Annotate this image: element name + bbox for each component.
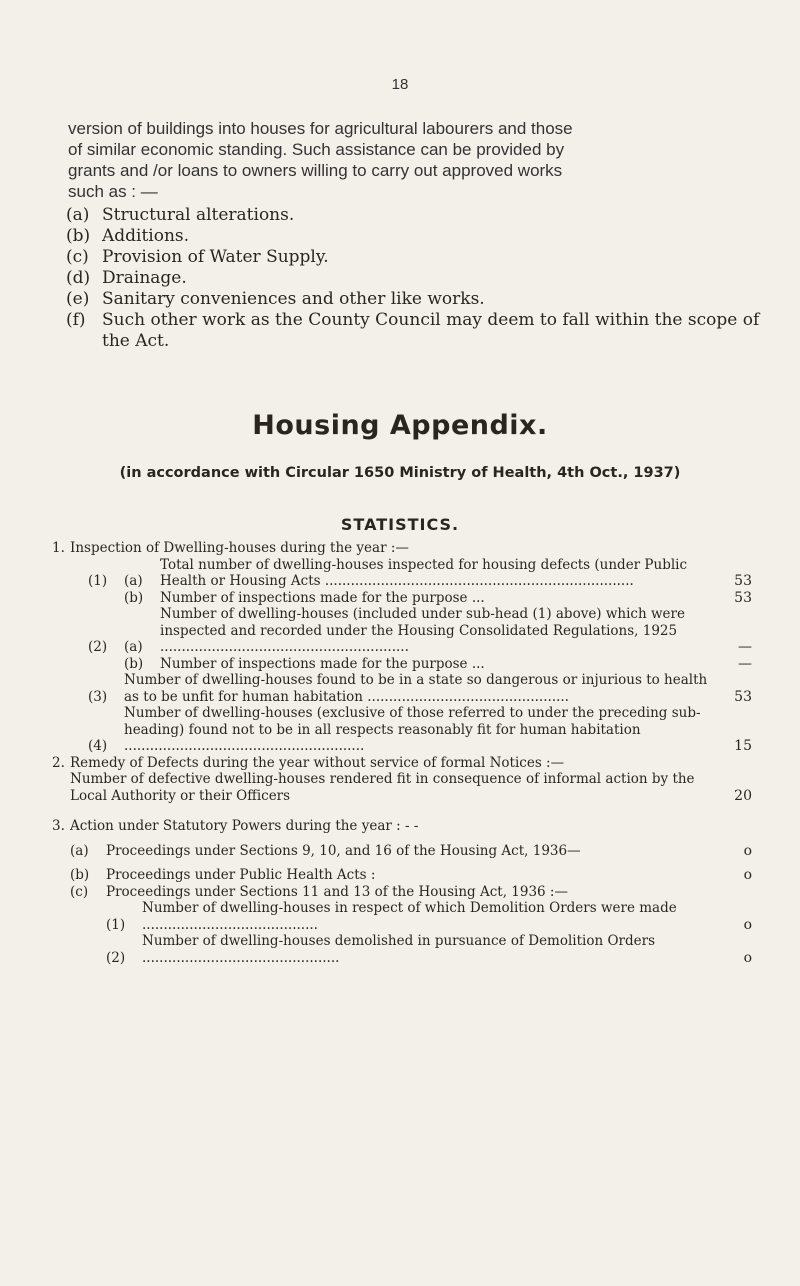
works-item-text: Drainage. [102, 268, 187, 288]
stat-value: — [738, 655, 752, 672]
works-item [66, 289, 766, 310]
stat-text: Total number of dwelling-houses inspected for housing defects (under Public Health or Housing Acts ........................................................................ [160, 556, 688, 589]
works-item [66, 226, 766, 247]
section-number: 1. [52, 540, 65, 556]
stat-value: o [743, 842, 752, 859]
stat-row [52, 672, 752, 705]
stat-row [52, 590, 752, 607]
intro-line: grants and /or loans to owners willing to carry out approved works [68, 161, 563, 180]
intro-line: of similar economic standing. Such assistance can be provided by [68, 140, 565, 159]
item-letter: (b) [70, 867, 90, 883]
stat-value: 53 [734, 573, 752, 589]
stat-row [52, 656, 752, 673]
works-item-text: Provision of Water Supply. [102, 247, 329, 267]
works-item-text: Sanitary conveniences and other like works. [102, 289, 485, 309]
item-number: (2) [88, 639, 108, 655]
stat-value: 53 [734, 688, 752, 705]
stat-text: Proceedings under Sections 11 and 13 of the Housing Act, 1936 :— [106, 883, 568, 900]
statistics-section [52, 540, 752, 966]
stat-value: o [743, 949, 752, 966]
item-letter: (a) [70, 842, 89, 859]
stat-value: o [743, 867, 752, 883]
section-number: 2. [52, 754, 65, 771]
stat-text: Number of dwelling-houses demolished in pursuance of Demolition Orders .............................................. [142, 933, 656, 966]
section-title: Action under Statutory Powers during the year : - - [70, 818, 419, 834]
works-item [66, 247, 766, 268]
item-letter: (c) [70, 883, 89, 900]
item-number: (4) [88, 738, 108, 754]
item-number: (1) [88, 573, 108, 589]
statistics-title: STATISTICS. [340, 515, 460, 534]
works-item-label: (b) [66, 226, 91, 246]
works-item [66, 205, 766, 226]
works-item-label: (f) [66, 310, 86, 330]
stat-text: Number of defective dwelling-houses rendered fit in consequence of informal action by the Local Authority or their Officers [70, 771, 695, 804]
stat-text: Number of dwelling-houses (exclusive of those referred to under the preceding sub-heading) found not to be in all respects reasonably fit for human habitation ........................................................ [124, 705, 701, 754]
appendix-heading: Housing Appendix. [252, 410, 548, 441]
intro-paragraph [68, 118, 758, 202]
works-item-label: (e) [66, 289, 90, 309]
stat-value: 15 [734, 738, 752, 754]
section-1-title [52, 540, 752, 557]
stat-row [52, 771, 752, 804]
item-letter: (b) [124, 589, 144, 606]
stat-text: Number of dwelling-houses found to be in a state so dangerous or injurious to health as to be unfit for human habitation ............................................... [124, 672, 708, 705]
item-letter: (a) [124, 639, 143, 655]
stat-text: Proceedings under Public Health Acts : [106, 867, 376, 883]
works-item-text: Structural alterations. [102, 205, 295, 225]
works-list [66, 205, 766, 352]
stat-text: Number of inspections made for the purpose ... [160, 655, 485, 672]
stat-value: 20 [734, 787, 752, 804]
section-number: 3. [52, 818, 65, 834]
section-2-title [52, 755, 752, 772]
stat-row [52, 557, 752, 590]
works-item [66, 310, 766, 352]
stat-text: Proceedings under Sections 9, 10, and 16 of the Housing Act, 1936— [106, 842, 581, 859]
section-title: Remedy of Defects during the year without service of formal Notices :— [70, 754, 565, 771]
stat-row [52, 900, 752, 933]
stat-row [52, 705, 752, 755]
intro-line: version of buildings into houses for agricultural labourers and those [68, 119, 573, 138]
works-item-label: (a) [66, 205, 90, 225]
section-3-title [52, 818, 752, 835]
stat-row [52, 606, 752, 656]
intro-line: such as : — [68, 182, 158, 201]
stat-value: o [743, 916, 752, 933]
stat-value: — [738, 639, 752, 655]
item-letter: (a) [124, 573, 143, 589]
stat-row [52, 933, 752, 966]
item-number: (3) [88, 688, 108, 705]
works-item [66, 268, 766, 289]
stat-text: Number of dwelling-houses (included under sub-head (1) above) which were inspected and recorded under the Housing Consolidated Regulations, 1925 .......................................................... [160, 606, 685, 655]
stat-row [52, 884, 752, 901]
section-title: Inspection of Dwelling-houses during the year :— [70, 540, 409, 556]
item-number: (1) [106, 916, 126, 933]
stat-value: 53 [734, 589, 752, 606]
stat-row [52, 843, 752, 860]
stat-text: Number of inspections made for the purpose ... [160, 589, 485, 606]
appendix-subheading: (in accordance with Circular 1650 Ministry of Health, 4th Oct., 1937) [119, 465, 681, 481]
works-item-label: (d) [66, 268, 91, 288]
item-number: (2) [106, 949, 126, 966]
stat-row [52, 867, 752, 884]
item-letter: (b) [124, 655, 144, 672]
works-item-text: Additions. [102, 226, 190, 246]
works-item-text: Such other work as the County Council may deem to fall within the scope of the Act. [102, 310, 760, 351]
page-number: 18 [391, 76, 409, 93]
works-item-label: (c) [66, 247, 89, 267]
stat-text: Number of dwelling-houses in respect of which Demolition Orders were made ......................................... [142, 900, 677, 933]
